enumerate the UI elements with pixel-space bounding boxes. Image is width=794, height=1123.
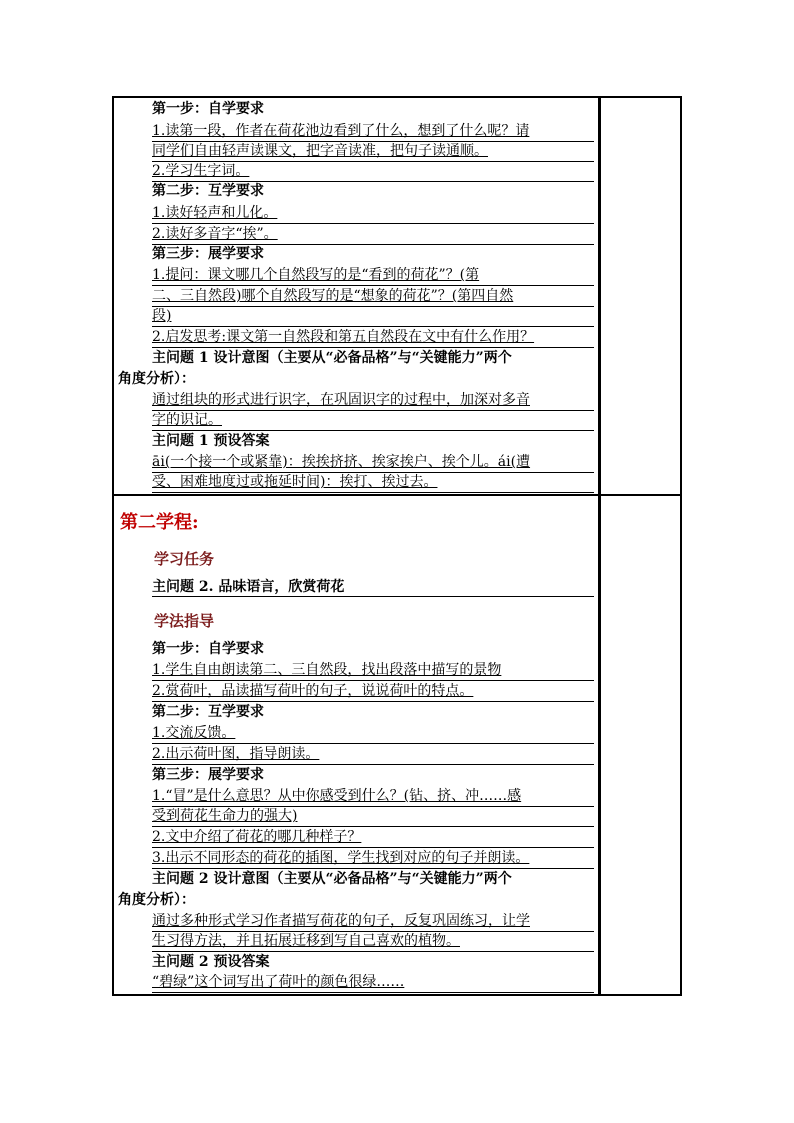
section-1-cell <box>118 98 594 494</box>
answer1-text-b: 受、困难地度过或拖延时间)：挨打、挨过去。 <box>152 473 594 493</box>
p2-step1-item1: 1.学生自由朗读第二、三自然段，找出段落中描写的景物 <box>152 661 594 681</box>
p2-step1-item2: 2.赏荷叶，品读描写荷叶的句子，说说荷叶的特点。 <box>152 682 594 702</box>
step2-title: 第二步：互学要求 <box>152 183 264 199</box>
intent2-text-a: 通过多种形式学习作者描写荷花的句子，反复巩固练习，让学 <box>152 912 594 932</box>
intent2-title-a: 主问题 2 设计意图（主要从“必备品格”与“关键能力”两个 <box>152 871 512 887</box>
intent2-title-b: 角度分析）： <box>118 892 195 908</box>
p2-step2-item1: 1.交流反馈。 <box>152 724 594 744</box>
step1-title: 第一步：自学要求 <box>152 101 264 117</box>
lesson-plan-table <box>112 96 682 996</box>
answer2-text: “碧绿”这个词写出了荷叶的颜色很绿…… <box>152 973 594 993</box>
main-question-rule <box>152 596 594 597</box>
intent1-text-b: 字的识记。 <box>152 411 594 431</box>
answer1-text-a: āi(一个接一个或紧靠)：挨挨挤挤、挨家挨户、挨个儿。ái(遭 <box>152 453 594 473</box>
section-2-heading: 第二学程: <box>120 512 199 533</box>
intent1-title-a: 主问题 1 设计意图（主要从“必备品格”与“关键能力”两个 <box>152 350 512 366</box>
column-divider-inner <box>600 98 601 994</box>
p2-step2-item2: 2.出示荷叶图，指导朗读。 <box>152 745 594 765</box>
section-2-cell <box>118 496 594 996</box>
step3-title: 第三步：展学要求 <box>152 246 264 262</box>
step1-item2: 2.学习生字词。 <box>152 162 594 182</box>
p2-step3-title: 第三步：展学要求 <box>152 767 264 783</box>
p2-step3-item1-b: 受到荷花生命力的强大) <box>152 807 594 827</box>
p2-step3-item3: 3.出示不同形态的荷花的插图，学生找到对应的句子并朗读。 <box>152 849 594 869</box>
answer1-title: 主问题 1 预设答案 <box>152 433 270 449</box>
intent2-text-b: 生习得方法，并且拓展迁移到写自己喜欢的植物。 <box>152 932 594 952</box>
intent1-text-a: 通过组块的形式进行识字，在巩固识字的过程中，加深对多音 <box>152 391 594 411</box>
step1-item1-line-a: 1.读第一段，作者在荷花池边看到了什么，想到了什么呢？请 <box>152 122 594 142</box>
step3-item1-line-c: 段) <box>152 307 594 327</box>
step3-item1-line-b: 二、三自然段)哪个自然段写的是“想象的荷花”？(第四自然 <box>152 287 594 307</box>
task-heading: 学习任务 <box>154 550 215 568</box>
p2-step3-item2: 2.文中介绍了荷花的哪几种样子？ <box>152 828 594 848</box>
step1-item1-line-b: 同学们自由轻声读课文，把字音读准，把句子读通顺。 <box>152 142 594 162</box>
answer2-title: 主问题 2 预设答案 <box>152 954 270 970</box>
method-heading: 学法指导 <box>154 612 215 630</box>
intent1-title-b: 角度分析）： <box>118 371 195 387</box>
p2-step2-title: 第二步：互学要求 <box>152 704 264 720</box>
p2-step1-title: 第一步：自学要求 <box>152 641 264 657</box>
step2-item2: 2.读好多音字“挨”。 <box>152 225 594 245</box>
step3-item1-line-a: 1.提问：课文哪几个自然段写的是“看到的荷花”？(第 <box>152 266 594 286</box>
step3-item2: 2.启发思考:课文第一自然段和第五自然段在文中有什么作用？ <box>152 328 594 348</box>
p2-step3-item1-a: 1.“冒”是什么意思？从中你感受到什么？(钻、挤、冲……感 <box>152 787 594 807</box>
step2-item1: 1.读好轻声和儿化。 <box>152 204 594 224</box>
main-question-2: 主问题 2. 品味语言，欣赏荷花 <box>152 579 345 595</box>
